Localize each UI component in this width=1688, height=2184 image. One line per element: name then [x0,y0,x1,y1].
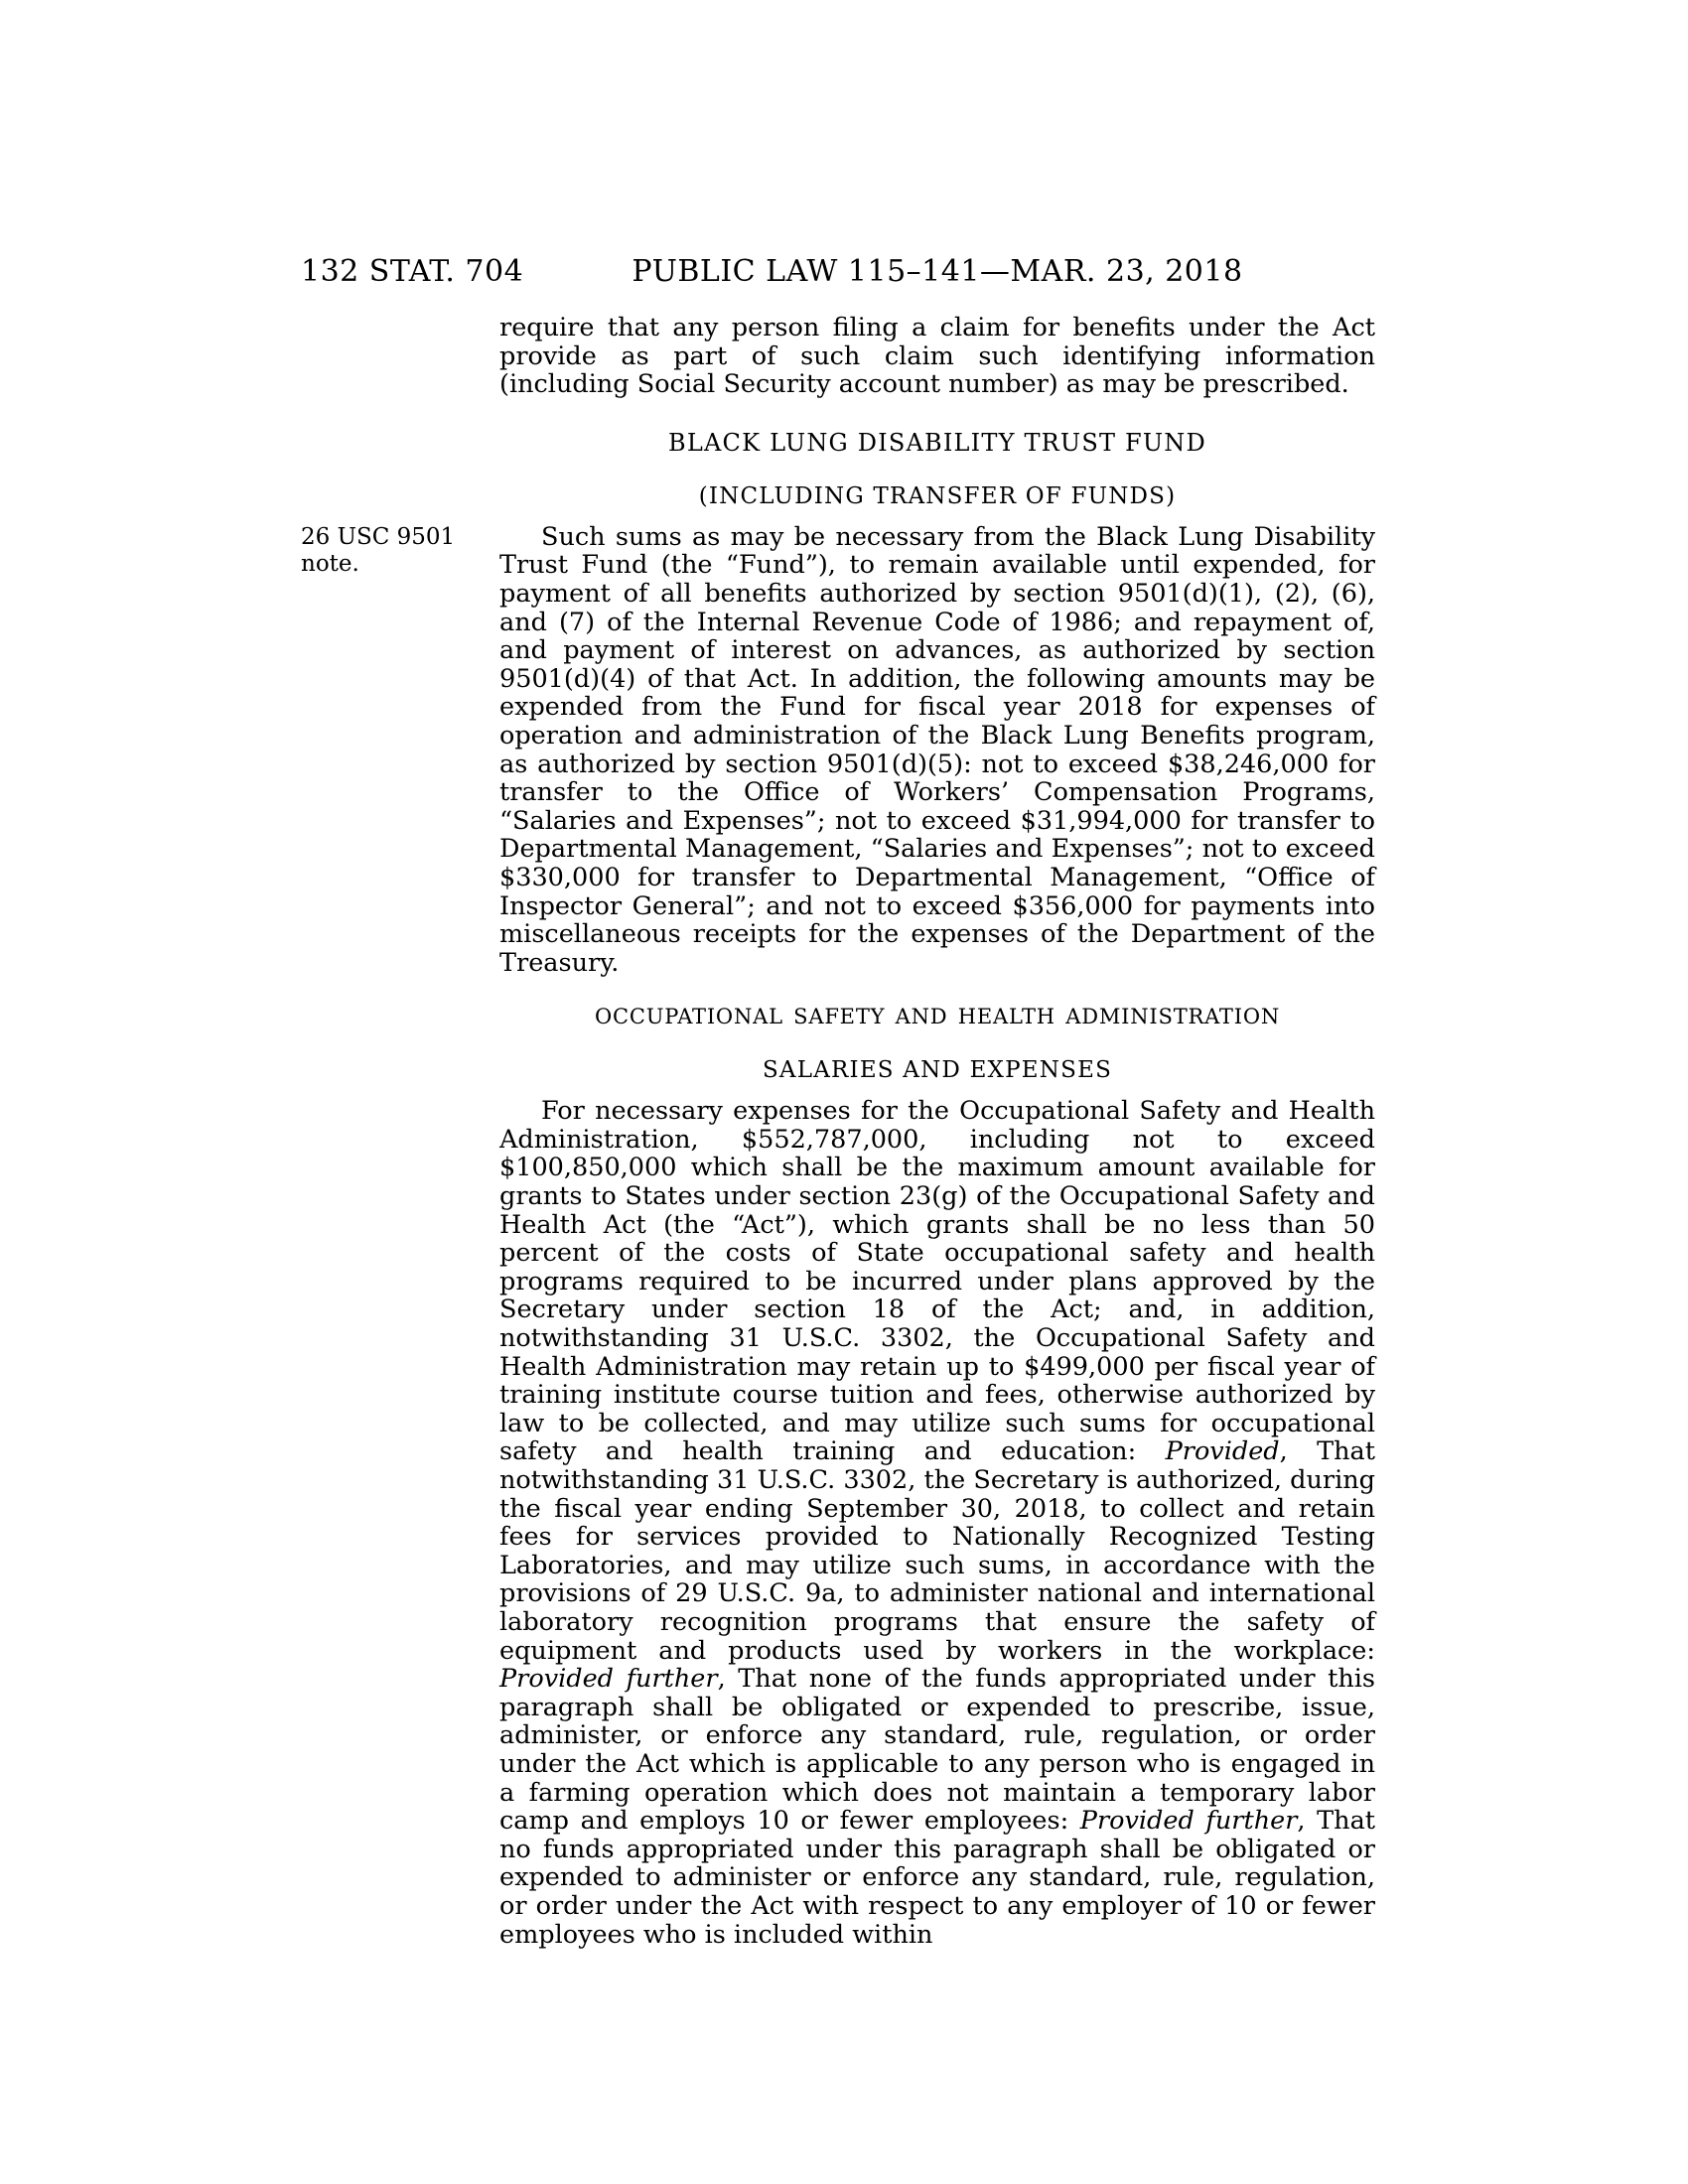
proviso-italic-text: Provided further [499,1664,718,1695]
proviso-italic-text: Provided [1165,1436,1280,1467]
heading-black-lung-disability-trust-fund: BLACK LUNG DISABILITY TRUST FUND [668,428,1206,457]
public-law-running-head: PUBLIC LAW 115–141—MAR. 23, 2018 [632,254,1243,289]
continuation-paragraph: require that any person filing a claim for benefits under the Act provide as part of such claim such identifying information (including Social Security account number) as may be prescribed. [499,313,1375,400]
heading-occupational-safety-and-health-administration: occupational safety and health administration [594,997,1281,1032]
statute-text-run: For necessary expenses for the Occupational Safety and Health Administration, $552,787,000, including not to exceed $100,850,000 which shall be the maximum amount available for grants to States under section 23(g) of the Occupational Safety and Health Act (the “Act”), which grants shall be no less than 50 percent of the costs of State occupational safety and health programs required to be incurred under plans approved by the Secretary under section 18 of the Act; and, in addition, notwithstanding 31 U.S.C. 3302, the Occupational Safety and Health Administration may retain up to $499,000 per fiscal year of training institute course tuition and fees, otherwise authorized by law to be collected, and may utilize such sums for occupational safety and health training and education: [499,1096,1375,1467]
stat-page-number: 132 STAT. 704 [301,254,524,289]
margin-note-line-1: 26 USC 9501 [301,524,456,550]
statute-text-run: , That notwithstanding 31 U.S.C. 3302, the Secretary is authorized, during the fiscal year ending September 30, 2018, to collect and retain fees for services provided to Nationally Recognized Testing Laboratories, and may utilize such sums, in accordance with the provisions of 29 U.S.C. 9a, to administer national and international laboratory recognition programs that ensure the safety of equipment and products used by workers in the workplace: [499,1436,1376,1666]
margin-note-26-usc-9501 [301,524,485,578]
subheading-salaries-and-expenses: SALARIES AND EXPENSES [762,1057,1113,1084]
margin-note-line-2: note. [301,551,359,577]
statute-body-column [499,314,1375,1949]
osha-appropriation-paragraph [499,1097,1375,1949]
black-lung-appropriation-paragraph: Such sums as may be necessary from the Black Lung Disability Trust Fund (the “Fund”), to remain available until expended, for payment of all benefits authorized by section 9501(d)(1), (2), (6), and (7) of the Internal Revenue Code of 1986; and repayment of, and payment of interest on advances, as authorized by section 9501(d)(4) of that Act. In addition, the following amounts may be expended from the Fund for fiscal year 2018 for expenses of operation and administration of the Black Lung Benefits program, as authorized by section 9501(d)(5): not to exceed $38,246,000 for transfer to the Office of Workers’ Compensation Programs, “Salaries and Expenses”; not to exceed $31,994,000 for transfer to Departmental Management, “Salaries and Expenses”; not to exceed $330,000 for transfer to Departmental Management, “Office of Inspector General”; and not to exceed $356,000 for payments into miscellaneous receipts for the expenses of the Department of the Treasury. [499,521,1375,978]
statute-text-run: , That none of the funds appropriated under this paragraph shall be obligated or expended to prescribe, issue, administer, or enforce any standard, rule, regulation, or order under the Act which is applicable to any person who is engaged in a farming operation which does not maintain a temporary labor camp and employs 10 or fewer employees: [499,1664,1375,1837]
proviso-italic-text: Provided further [1079,1806,1298,1837]
subheading-including-transfer-of-funds: (INCLUDING TRANSFER OF FUNDS) [698,482,1177,509]
statute-text-run: , That no funds appropriated under this paragraph shall be obligated or expended to administer or enforce any standard, rule, regulation, or order under the Act with respect to any employer of 10 or fewer employees who is included within [499,1806,1376,1950]
